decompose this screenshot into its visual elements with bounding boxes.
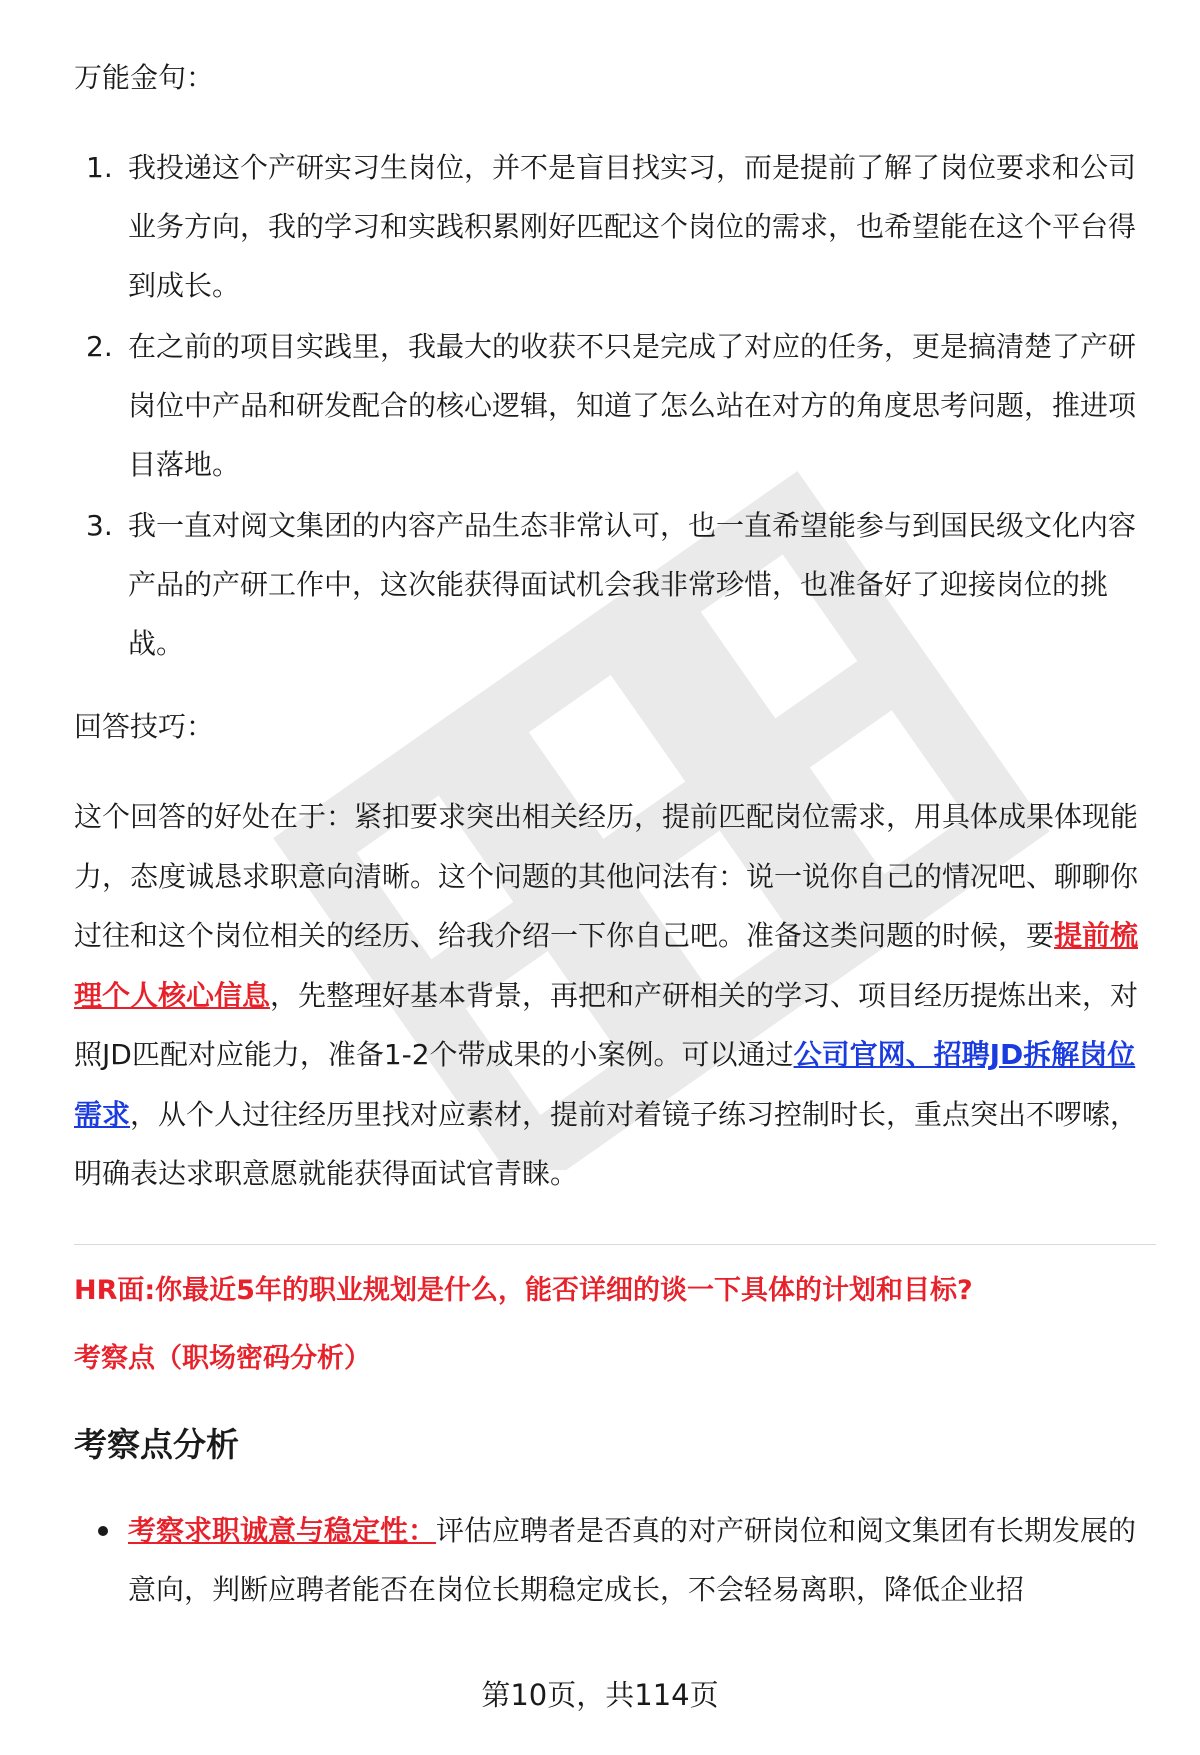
main-content — [74, 58, 1154, 1619]
analysis-points — [74, 1501, 1154, 1619]
tips-paragraph — [74, 787, 1154, 1204]
list-item-number: 3. — [86, 509, 113, 542]
tips-text-1: 这个回答的好处在于：紧扣要求突出相关经历，提前匹配岗位需求，用具体成果体现能力，态度诚恳求职意向清晰。这个问题的其他问法有：说一说你自己的情况吧、聊聊你过往和这个岗位相关的经历、给我介绍一下你自己吧。准备这类问题的时候，要 — [74, 800, 1139, 952]
section-divider — [74, 1244, 1156, 1245]
list-item-text: 我投递这个产研实习生岗位，并不是盲目找实习，而是提前了解了岗位要求和公司业务方向，我的学习和实践积累刚好匹配这个岗位的需求，也希望能在这个平台得到成长。 — [128, 151, 1137, 302]
page-footer: 第10页，共114页 — [481, 1678, 719, 1712]
tips-highlight-red[interactable]: 提前梳理个人核心信息 — [74, 919, 1139, 1012]
list-item-number: 1. — [86, 151, 113, 184]
tips-text-3: ，从个人过往经历里找对应素材，提前对着镜子练习控制时长，重点突出不啰嗦，明确表达求职意愿就能获得面试官青睐。 — [74, 1097, 1139, 1190]
golden-list — [74, 138, 1154, 673]
question-subtitle: 考察点（职场密码分析） — [74, 1342, 371, 1374]
point-label[interactable]: 考察求职诚意与稳定性： — [128, 1513, 437, 1547]
list-item-number: 2. — [86, 330, 113, 363]
tips-highlight-blue-link[interactable]: 公司官网、招聘JD拆解岗位需求 — [74, 1038, 1136, 1131]
list-item-text: 我一直对阅文集团的内容产品生态非常认可，也一直希望能参与到国民级文化内容产品的产研工作中，这次能获得面试机会我非常珍惜，也准备好了迎接岗位的挑战。 — [128, 509, 1137, 660]
point-text: 评估应聘者是否真的对产研岗位和阅文集团有长期发展的意向，判断应聘者能否在岗位长期稳定成长，不会轻易离职，降低企业招 — [128, 1513, 1137, 1606]
list-item — [74, 317, 1154, 494]
analysis-heading: 考察点分析 — [74, 1424, 239, 1464]
bullet-icon — [98, 1526, 108, 1536]
list-item — [74, 496, 1154, 673]
tips-text-2: ，先整理好基本背景，再把和产研相关的学习、项目经历提炼出来，对照JD匹配对应能力，准备1-2个带成果的小案例。可以通过 — [74, 978, 1139, 1071]
list-item-text: 在之前的项目实践里，我最大的收获不只是完成了对应的任务，更是搞清楚了产研岗位中产品和研发配合的核心逻辑，知道了怎么站在对方的角度思考问题，推进项目落地。 — [128, 330, 1137, 481]
tips-label: 回答技巧： — [74, 710, 215, 743]
list-item — [74, 138, 1154, 315]
golden-label: 万能金句： — [74, 61, 215, 94]
question-title: HR面:你最近5年的职业规划是什么，能否详细的谈一下具体的计划和目标? — [74, 1274, 973, 1306]
list-item — [74, 1501, 1154, 1619]
